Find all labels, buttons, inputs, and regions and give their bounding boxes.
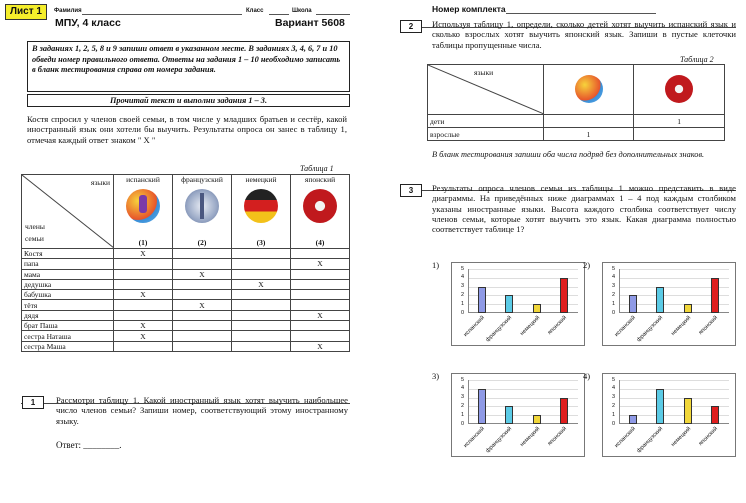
mark-cell (173, 310, 232, 320)
mark-cell: Х (114, 321, 173, 331)
kit-number-label: Номер комплекта (432, 4, 506, 14)
mark-cell: Х (114, 249, 173, 259)
category-label: немецкий (670, 426, 692, 448)
lang-col-2 (173, 175, 232, 249)
y-tick-label: 3 (611, 283, 615, 290)
mark-cell: Х (232, 279, 291, 289)
y-tick-label: 0 (611, 420, 615, 427)
table2-row-adults: взрослые (428, 128, 544, 141)
category-label: немецкий (519, 426, 541, 448)
lang-name-2: французский (181, 175, 223, 184)
lang-col-4 (291, 175, 350, 249)
category-label: японский (698, 315, 720, 337)
mark-cell: Х (291, 310, 350, 320)
table2-col-japanese (634, 65, 725, 115)
y-tick-label: 2 (460, 402, 464, 409)
table2-cell-children-japanese[interactable]: 1 (634, 115, 725, 128)
category-label: немецкий (670, 315, 692, 337)
mark-cell (114, 269, 173, 279)
bar-французский (656, 389, 664, 424)
mark-cell: Х (291, 341, 350, 351)
category-label: французский (636, 315, 665, 344)
y-tick-label: 0 (460, 309, 464, 316)
corner-members: члены семьи (25, 222, 45, 243)
lang-name-1: испанский (126, 175, 160, 184)
diagram-label[interactable]: 4) (583, 371, 591, 381)
bar-французский (505, 295, 513, 313)
mark-cell (173, 321, 232, 331)
school-line[interactable] (316, 14, 350, 15)
q2-text: Используя таблицу 1, определи, сколько детей хотят выучить испанский язык и сколько взрослых хотят выучить японский язык. Запиши в пустые клеточки таблицы пропущенные числа. (432, 19, 736, 50)
bar-испанский (478, 389, 486, 424)
category-label: французский (636, 426, 665, 455)
table-row (22, 321, 350, 331)
y-tick-label: 3 (460, 283, 464, 290)
lang-col-3 (232, 175, 291, 249)
mark-cell (232, 259, 291, 269)
mark-cell (291, 300, 350, 310)
y-tick-label: 5 (460, 376, 464, 383)
table-row (22, 331, 350, 341)
bar-chart[interactable] (451, 262, 585, 346)
read-header: Прочитай текст и выполни задания 1 – 3. (27, 94, 350, 107)
mark-cell: Х (291, 259, 350, 269)
y-tick-label: 1 (611, 411, 615, 418)
table1 (21, 174, 350, 352)
bar-немецкий (684, 304, 692, 313)
q1-number: 1 (22, 396, 44, 409)
bar-испанский (629, 295, 637, 313)
member-name: бабушка (22, 290, 114, 300)
member-name: сестра Маша (22, 341, 114, 351)
page-title: МПУ, 4 класс (55, 17, 121, 29)
category-label: японский (547, 426, 569, 448)
y-tick-label: 1 (611, 300, 615, 307)
y-tick-label: 5 (611, 376, 615, 383)
japan-globe-icon (303, 189, 337, 223)
germany-globe-icon (244, 189, 278, 223)
class-label: Класс (246, 8, 264, 14)
mark-cell (173, 341, 232, 351)
mark-cell (291, 269, 350, 279)
bar-французский (656, 287, 664, 313)
mark-cell (114, 341, 173, 351)
bar-японский (560, 398, 568, 424)
category-label: испанский (462, 315, 486, 339)
lang-num-3: (3) (256, 238, 266, 247)
bar-японский (711, 406, 719, 424)
y-tick-label: 2 (460, 291, 464, 298)
bar-японский (711, 278, 719, 313)
q2-note: В бланк тестирования запиши оба числа подряд без дополнительных знаков. (432, 150, 705, 159)
table2-cell-adults-japanese[interactable] (634, 128, 725, 141)
spain-globe-icon (575, 75, 603, 103)
category-label: немецкий (519, 315, 541, 337)
mark-cell (232, 300, 291, 310)
class-line[interactable] (269, 14, 289, 15)
member-name: папа (22, 259, 114, 269)
table-row (22, 269, 350, 279)
y-tick-label: 0 (460, 420, 464, 427)
table-row (22, 290, 350, 300)
mark-cell (291, 290, 350, 300)
table-row (22, 279, 350, 289)
table2 (427, 64, 725, 141)
story-text: Костя спросил у членов своей семьи, в том числе у младших братьев и сестёр, какой иностранный язык они хотели бы выучить. Результаты опроса он занес в таблицу 1, отмечая каждый ответ знаком " Х " (27, 114, 347, 145)
mark-cell (232, 290, 291, 300)
q3-number: 3 (400, 184, 422, 197)
school-label: Школа (292, 8, 312, 14)
y-tick-label: 2 (611, 291, 615, 298)
bar-японский (560, 278, 568, 313)
q3-text: Результаты опроса членов семьи из таблицы 1 можно представить в виде диаграммы. На приведённых ниже диаграммах 1 – 4 под каждым столбиком указаны иностранные языки. Высота каждого столбика соответствует числу членов семьи, которые хотят выучить это язык. Какая диаграмма полностью соответствует таблице 1? (432, 183, 736, 235)
bar-немецкий (533, 415, 541, 424)
y-tick-label: 4 (611, 385, 615, 392)
mark-cell (114, 310, 173, 320)
table2-col-spanish (543, 65, 634, 115)
variant: Вариант 5608 (275, 17, 345, 29)
category-label: французский (485, 315, 514, 344)
member-name: дядя (22, 310, 114, 320)
category-label: японский (698, 426, 720, 448)
bar-немецкий (684, 398, 692, 424)
instructions-box: В заданиях 1, 2, 5, 8 и 9 запиши ответ в указанном месте. В заданиях 3, 4, 6, 7 и 10 обведи номер правильного ответа. Ответы на задания 1 – 10 необходимо записать в бланк тестирования справа от номера задания. (27, 41, 350, 92)
y-tick-label: 5 (460, 265, 464, 272)
family-label: Фамилия (54, 8, 82, 14)
diagram-label[interactable]: 2) (583, 260, 591, 270)
category-label: испанский (462, 426, 486, 450)
member-name: брат Паша (22, 321, 114, 331)
mark-cell: Х (114, 290, 173, 300)
y-tick-label: 1 (460, 300, 464, 307)
member-name: мама (22, 269, 114, 279)
japan-globe-icon (665, 75, 693, 103)
y-tick-label: 4 (611, 274, 615, 281)
bar-испанский (629, 415, 637, 424)
corner-languages: языки (90, 178, 110, 187)
mark-cell (232, 321, 291, 331)
mark-cell (173, 331, 232, 341)
mark-cell (173, 290, 232, 300)
lang-num-1: (1) (138, 238, 148, 247)
lang-num-4: (4) (315, 238, 325, 247)
lang-name-4: японский (304, 175, 336, 184)
lang-num-2: (2) (197, 238, 207, 247)
bar-chart[interactable] (602, 262, 736, 346)
y-tick-label: 0 (611, 309, 615, 316)
mark-cell (232, 310, 291, 320)
mark-cell (291, 279, 350, 289)
y-tick-label: 3 (611, 394, 615, 401)
bar-chart[interactable] (451, 373, 585, 457)
mark-cell: Х (173, 269, 232, 279)
mark-cell (173, 259, 232, 269)
mark-cell (291, 249, 350, 259)
family-line[interactable] (82, 14, 242, 15)
table-row (22, 310, 350, 320)
member-name: тётя (22, 300, 114, 310)
mark-cell (114, 259, 173, 269)
lang-col-1 (114, 175, 173, 249)
y-tick-label: 4 (460, 385, 464, 392)
q1-answer[interactable]: Ответ: ________. (56, 440, 122, 450)
y-tick-label: 1 (460, 411, 464, 418)
mark-cell (232, 341, 291, 351)
y-tick-label: 2 (611, 402, 615, 409)
france-globe-icon (185, 189, 219, 223)
lang-name-3: немецкий (245, 175, 277, 184)
spain-globe-icon (126, 189, 160, 223)
table-row (22, 300, 350, 310)
mark-cell (232, 331, 291, 341)
mark-cell (232, 269, 291, 279)
member-name: Костя (22, 249, 114, 259)
y-tick-label: 5 (611, 265, 615, 272)
table-row (22, 341, 350, 351)
mark-cell (114, 300, 173, 310)
q1-text: Рассмотри таблицу 1. Какой иностранный язык хотят выучить наибольшее число членов семьи? Запиши номер, соответствующий этому иностранному языку. (56, 395, 348, 426)
table2-corner (428, 65, 544, 115)
mark-cell (173, 279, 232, 289)
member-name: сестра Наташа (22, 331, 114, 341)
mark-cell: Х (173, 300, 232, 310)
category-label: испанский (613, 315, 637, 339)
mark-cell: Х (114, 331, 173, 341)
table2-cell-children-spanish[interactable] (543, 115, 634, 128)
table1-corner (22, 175, 114, 249)
diagram-label[interactable]: 3) (432, 371, 440, 381)
kit-number-line[interactable] (506, 13, 656, 14)
mark-cell (114, 279, 173, 289)
bar-немецкий (533, 304, 541, 313)
mark-cell (173, 249, 232, 259)
table1-caption: Таблица 1 (300, 164, 334, 173)
q2-number: 2 (400, 20, 422, 33)
sheet-label: Лист 1 (5, 4, 47, 20)
table-row (22, 249, 350, 259)
bar-испанский (478, 287, 486, 313)
table2-caption: Таблица 2 (680, 55, 714, 64)
mark-cell (232, 249, 291, 259)
mark-cell (291, 331, 350, 341)
member-name: дедушка (22, 279, 114, 289)
table2-cell-adults-spanish[interactable]: 1 (543, 128, 634, 141)
y-tick-label: 3 (460, 394, 464, 401)
diagram-label[interactable]: 1) (432, 260, 440, 270)
table2-corner-label: языки (474, 68, 494, 77)
category-label: японский (547, 315, 569, 337)
category-label: испанский (613, 426, 637, 450)
bar-chart[interactable] (602, 373, 736, 457)
mark-cell (291, 321, 350, 331)
table-row (22, 259, 350, 269)
y-tick-label: 4 (460, 274, 464, 281)
category-label: французский (485, 426, 514, 455)
table2-row-children: дети (428, 115, 544, 128)
bar-французский (505, 406, 513, 424)
